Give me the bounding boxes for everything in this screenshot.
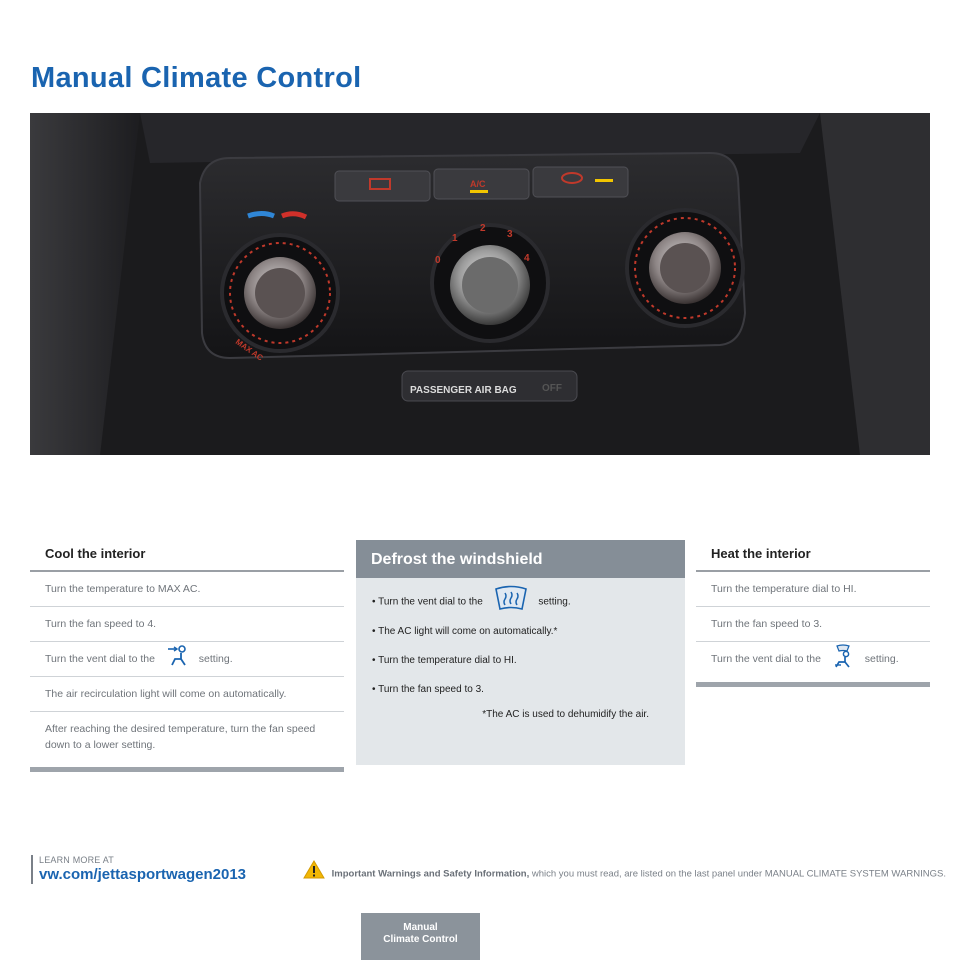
climate-panel-photo bbox=[30, 113, 930, 455]
airbag-state: OFF bbox=[542, 383, 562, 394]
heat-step-2: Turn the fan speed to 3. bbox=[696, 607, 930, 642]
defrost-step-1 bbox=[372, 593, 669, 611]
cool-interior-panel bbox=[30, 540, 344, 772]
cool-step-3-suffix: setting. bbox=[198, 653, 233, 665]
cool-bottom-rule bbox=[30, 767, 344, 772]
learn-more-label: LEARN MORE AT bbox=[39, 855, 114, 865]
defrost-panel bbox=[356, 540, 685, 765]
cool-steps bbox=[30, 572, 344, 761]
cool-step-3 bbox=[30, 642, 344, 677]
svg-text:MAX AC: MAX AC bbox=[233, 337, 265, 363]
safety-warning bbox=[303, 866, 946, 882]
warning-triangle-icon bbox=[303, 860, 325, 882]
cool-step-2: Turn the fan speed to 4. bbox=[30, 607, 344, 642]
warning-text: which you must read, are listed on the last panel under MANUAL CLIMATE SYSTEM WARNINGS. bbox=[531, 868, 946, 880]
svg-text:A/C: A/C bbox=[470, 179, 486, 189]
svg-text:4: 4 bbox=[524, 253, 530, 264]
learn-more-block bbox=[31, 855, 246, 884]
cool-step-5: After reaching the desired temperature, turn the fan speed down to a lower setting. bbox=[45, 723, 316, 751]
svg-text:1: 1 bbox=[452, 233, 458, 244]
defrost-floor-vent-icon bbox=[832, 644, 854, 673]
heat-heading: Heat the interior bbox=[711, 546, 811, 561]
heat-step-3-suffix: setting. bbox=[864, 653, 899, 665]
defrost-note: *The AC is used to dehumidify the air. bbox=[482, 709, 649, 720]
cool-step-1: Turn the temperature to MAX AC. bbox=[30, 572, 344, 607]
cool-heading: Cool the interior bbox=[45, 546, 146, 561]
svg-text:3: 3 bbox=[507, 229, 513, 240]
defrost-step-2: • The AC light will come on automatically.* bbox=[372, 626, 558, 637]
svg-text:2: 2 bbox=[480, 223, 486, 234]
section-tab[interactable] bbox=[361, 913, 480, 960]
heat-bottom-rule bbox=[696, 682, 930, 687]
page-title: Manual Climate Control bbox=[31, 62, 362, 94]
cool-step-3-text: Turn the vent dial to the bbox=[45, 653, 155, 665]
heat-step-3 bbox=[696, 642, 930, 676]
airbag-label: PASSENGER AIR BAG bbox=[410, 385, 517, 396]
windshield-defrost-icon bbox=[494, 585, 528, 617]
heat-step-3-text: Turn the vent dial to the bbox=[711, 653, 821, 665]
heat-steps bbox=[696, 572, 930, 676]
svg-text:0: 0 bbox=[435, 255, 441, 266]
cool-step-4: The air recirculation light will come on automatically. bbox=[30, 677, 344, 712]
website-link[interactable]: vw.com/jettasportwagen2013 bbox=[39, 866, 247, 883]
heat-step-1: Turn the temperature dial to HI. bbox=[696, 572, 930, 607]
defrost-step-4: • Turn the fan speed to 3. bbox=[372, 684, 484, 695]
section-tab-line-2: Climate Control bbox=[383, 934, 458, 945]
face-vent-icon bbox=[166, 645, 188, 672]
section-tab-line-1: Manual bbox=[403, 922, 438, 933]
defrost-step-1-text: • Turn the vent dial to the bbox=[372, 596, 483, 608]
defrost-steps bbox=[356, 578, 685, 698]
warning-bold-text: Important Warnings and Safety Information, bbox=[331, 868, 530, 880]
defrost-step-1-suffix: setting. bbox=[538, 596, 571, 608]
heat-interior-panel bbox=[696, 540, 930, 687]
defrost-heading: Defrost the windshield bbox=[356, 540, 685, 578]
defrost-step-3: • Turn the temperature dial to HI. bbox=[372, 655, 517, 666]
